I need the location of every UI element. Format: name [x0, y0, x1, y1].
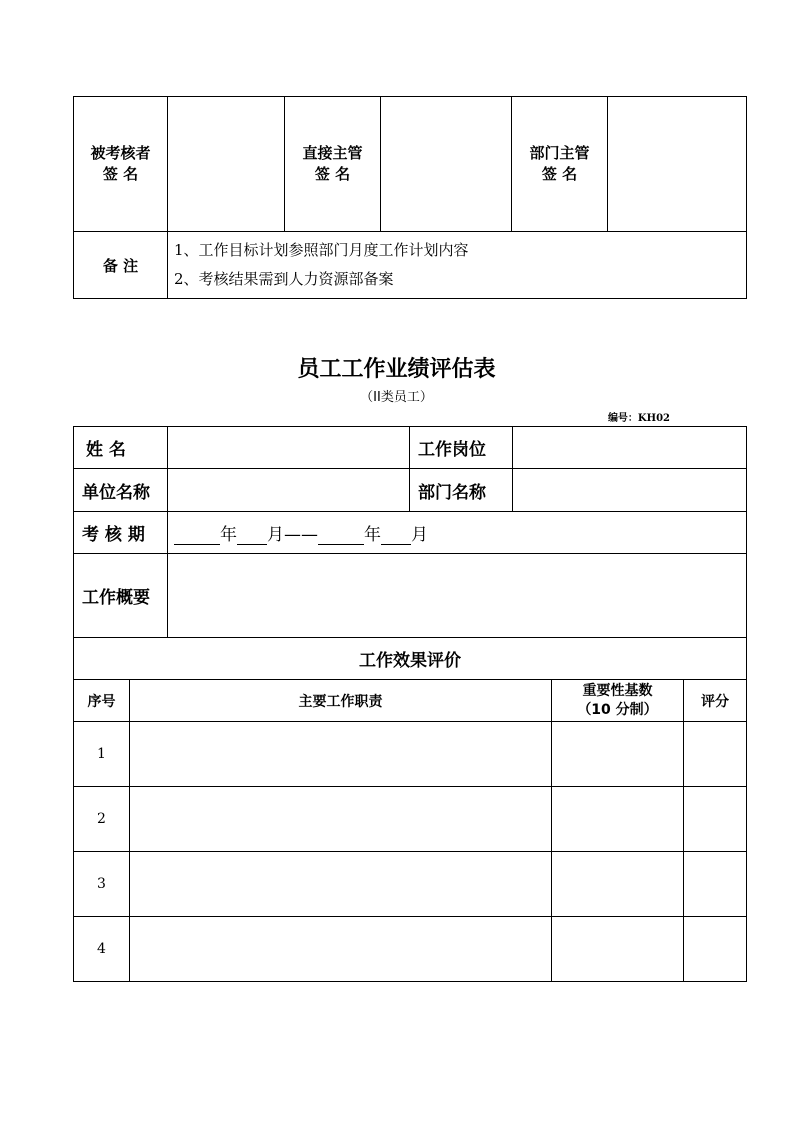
score-field[interactable] — [684, 722, 747, 787]
start-year-unit: 年 — [220, 525, 237, 545]
unit-field[interactable] — [168, 469, 410, 512]
end-year-unit: 年 — [364, 525, 381, 545]
col-duties-header: 主要工作职责 — [130, 680, 552, 722]
form-code: 编号：KH02 — [607, 413, 670, 424]
start-month-unit: 月 — [267, 525, 284, 545]
score-field[interactable] — [684, 852, 747, 917]
duty-field[interactable] — [130, 787, 552, 852]
evaluation-section-title: 工作效果评价 — [74, 638, 747, 680]
score-field[interactable] — [684, 917, 747, 982]
row-number: 2 — [74, 787, 130, 852]
duty-field[interactable] — [130, 917, 552, 982]
reviewee-signature-label: 被考核者 签 名 — [74, 97, 168, 232]
row-number: 3 — [74, 852, 130, 917]
importance-field[interactable] — [552, 722, 684, 787]
importance-field[interactable] — [552, 917, 684, 982]
supervisor-signature-label: 直接主管 签 名 — [285, 97, 381, 232]
notes-label: 备 注 — [74, 232, 168, 299]
signature-table — [73, 96, 747, 299]
col-score-header: 评分 — [684, 680, 747, 722]
col-importance-header: 重要性基数 （10 分制） — [552, 680, 684, 722]
dept-head-signature-field[interactable] — [608, 97, 747, 232]
table-row — [74, 917, 747, 982]
duty-field[interactable] — [130, 852, 552, 917]
form-subtitle: （II类员工） — [360, 390, 433, 405]
importance-field[interactable] — [552, 852, 684, 917]
col-seq-header: 序号 — [74, 680, 130, 722]
summary-label: 工作概要 — [74, 554, 168, 638]
period-field[interactable] — [168, 512, 747, 554]
dept-field[interactable] — [513, 469, 747, 512]
table-row — [74, 787, 747, 852]
form-title: 员工工作业绩评估表 — [297, 357, 496, 382]
start-month-blank[interactable] — [237, 528, 267, 545]
end-month-unit: 月 — [411, 525, 428, 545]
unit-label: 单位名称 — [74, 469, 168, 512]
duty-field[interactable] — [130, 722, 552, 787]
dept-label: 部门名称 — [410, 469, 513, 512]
importance-field[interactable] — [552, 787, 684, 852]
row-number: 1 — [74, 722, 130, 787]
evaluation-table — [73, 679, 747, 982]
supervisor-signature-field[interactable] — [381, 97, 512, 232]
name-label: 姓 名 — [74, 427, 168, 469]
note-line-2: 2、考核结果需到人力资源部备案 — [174, 270, 394, 288]
end-month-blank[interactable] — [381, 528, 411, 545]
dept-head-signature-label: 部门主管 签 名 — [512, 97, 608, 232]
notes-content — [168, 232, 747, 299]
position-label: 工作岗位 — [410, 427, 513, 469]
row-number: 4 — [74, 917, 130, 982]
period-dash: —— — [284, 525, 318, 545]
name-field[interactable] — [168, 427, 410, 469]
start-year-blank[interactable] — [174, 528, 220, 545]
table-row — [74, 722, 747, 787]
summary-field[interactable] — [168, 554, 747, 638]
score-field[interactable] — [684, 787, 747, 852]
period-label: 考 核 期 — [74, 512, 168, 554]
position-field[interactable] — [513, 427, 747, 469]
note-line-1: 1、工作目标计划参照部门月度工作计划内容 — [174, 241, 469, 259]
table-row — [74, 852, 747, 917]
end-year-blank[interactable] — [318, 528, 364, 545]
employee-info-table — [73, 426, 747, 680]
reviewee-signature-field[interactable] — [168, 97, 285, 232]
